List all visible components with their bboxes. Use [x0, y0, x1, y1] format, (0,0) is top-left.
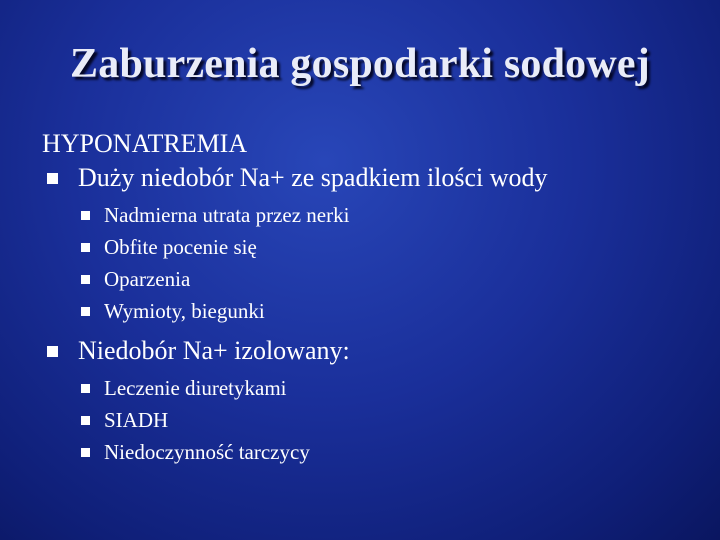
slide-content — [42, 126, 702, 468]
square-bullet-icon — [81, 384, 90, 393]
bullet-item-level1 — [42, 335, 702, 367]
bullet-item-level2 — [42, 199, 702, 231]
square-bullet-icon — [81, 243, 90, 252]
bullet-item-level2 — [42, 404, 702, 436]
bullet-text: Wymioty, biegunki — [104, 299, 265, 323]
bullet-text: Leczenie diuretykami — [104, 376, 287, 400]
square-bullet-icon — [81, 416, 90, 425]
square-bullet-icon — [81, 275, 90, 284]
square-bullet-icon — [81, 448, 90, 457]
bullet-item-level2 — [42, 436, 702, 468]
bullet-text: Oparzenia — [104, 267, 191, 291]
bullet-text: Niedobór Na+ izolowany: — [78, 336, 350, 365]
bullet-item-level2 — [42, 231, 702, 263]
square-bullet-icon — [81, 307, 90, 316]
bullet-item-level1 — [42, 162, 702, 194]
section-heading: HYPONATREMIA — [42, 129, 248, 158]
bullet-text: Nadmierna utrata przez nerki — [104, 203, 350, 227]
slide-title: Zaburzenia gospodarki sodowej — [70, 41, 650, 87]
bullet-text: Obfite pocenie się — [104, 235, 257, 259]
bullet-item-level2 — [42, 295, 702, 327]
bullet-text: Duży niedobór Na+ ze spadkiem ilości wody — [78, 163, 548, 192]
square-bullet-icon — [47, 173, 58, 184]
bullet-text: SIADH — [104, 408, 169, 432]
bullet-item-level2 — [42, 372, 702, 404]
bullet-text: Niedoczynność tarczycy — [104, 440, 310, 464]
square-bullet-icon — [47, 346, 58, 357]
bullet-item-level2 — [42, 263, 702, 295]
square-bullet-icon — [81, 211, 90, 220]
